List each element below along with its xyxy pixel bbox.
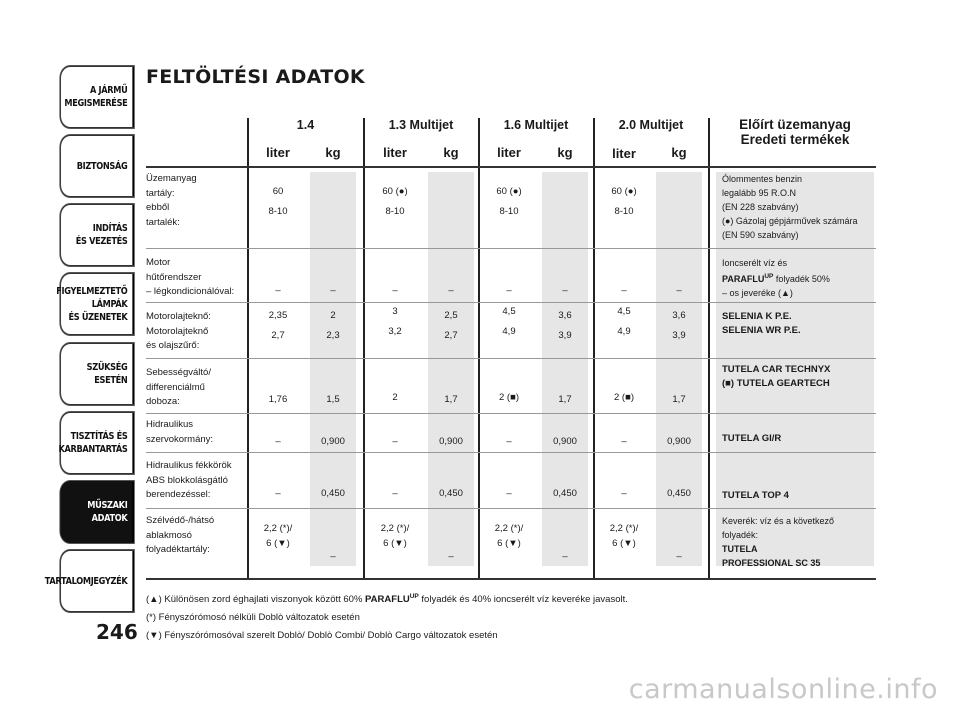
unit-liter: liter [383,145,407,160]
footnote-headlamp-washer: (▼) Fényszórómosóval szerelt Doblò/ Doblò Combi/ Doblò Cargo változatok esetén [146,630,498,641]
kg-column-shade-3 [542,172,588,566]
engine-header-2-0-multijet: 2.0 Multijet [618,118,684,132]
row-label: Üzemanyag tartály: ebből tartalék: [146,173,197,228]
table-cell: 1,7 [444,394,458,405]
row-label: Motorolajteknő: Motorolajteknő és olajszűrő: [146,311,211,351]
spec-cell: TUTELA CAR TECHNYX (■) TUTELA GEARTECH [722,364,831,389]
table-cell: 2,2 (*)/ 6 (▼) [263,523,293,549]
table-cell: – [621,436,627,447]
footnote-1-text: (▲) Különösen zord éghajlati viszonyok között 60% [146,594,363,606]
column-divider [708,118,710,578]
engine-header-1-3-multijet: 1.3 Multijet [388,118,454,132]
table-cell: 4,5 4,9 [502,306,516,337]
unit-kg: kg [557,145,573,160]
table-cell: 2 (■) [499,392,519,403]
kg-column-shade-1 [310,172,356,566]
table-cell: 0,900 [553,436,577,447]
spec-cell [722,256,874,300]
unit-liter: liter [612,146,636,161]
table-cell: 1,5 [326,394,340,405]
page-title: FELTÖLTÉSI ADATOK [146,66,365,88]
brand-paraflu: PARAFLU [365,594,410,606]
table-cell: – [621,488,627,499]
row-label: Szélvédő-/hátsó ablakmosó folyadéktartály: [146,515,215,555]
unit-liter: liter [497,145,521,160]
tab-muszaki-adatok[interactable]: MŰSZAKI ADATOK [60,481,134,543]
table-cell: 2 2,3 [326,310,340,341]
table-cell: 3,6 3,9 [672,310,686,341]
brand-paraflu-sup: UP [409,593,419,600]
unit-kg: kg [671,145,687,160]
table-cell: 60 (●) 8-10 [382,186,408,217]
spec-cell: TUTELA TOP 4 [722,490,789,501]
table-cell: 2,2 (*)/ 6 (▼) [494,523,524,549]
tab-tisztitas[interactable]: TISZTÍTÁS ÉS KARBANTARTÁS [60,412,134,474]
tab-figyelmezteto[interactable]: FIGYELMEZTETŐ LÁMPÁK ÉS ÜZENETEK [60,273,134,335]
table-cell: 0,900 [667,436,691,447]
table-cell: 2,5 2,7 [444,310,458,341]
table-cell: – [621,285,627,296]
table-cell: – [392,285,398,296]
row-divider [146,413,876,414]
table-cell: 2,2 (*)/ 6 (▼) [609,523,639,549]
table-cell: 2,2 (*)/ 6 (▼) [380,523,410,549]
table-cell: 4,5 4,9 [617,306,631,337]
table-cell: – [562,285,568,296]
table-cell: 60 8-10 [268,186,288,217]
watermark: carmanualsonline.info [628,674,938,705]
table-cell: – [562,551,568,562]
tab-inditas[interactable]: INDÍTÁS ÉS VEZETÉS [60,204,134,266]
footnote-no-headlamp-washer: (*) Fényszórómosó nélküli Doblò változatok esetén [146,612,360,623]
tab-biztonsag[interactable]: BIZTONSÁG [60,135,134,197]
spec-text: Keverék: víz és a következő folyadék: [722,516,835,540]
table-cell: – [275,488,281,499]
table-cell: – [392,488,398,499]
spec-cell: SELENIA K P.E. SELENIA WR P.E. [722,311,801,336]
table-cell: – [448,285,454,296]
table-cell: 60 (●) 8-10 [496,186,522,217]
brand-paraflu: PARAFLU [722,274,765,284]
spec-cell [722,514,874,570]
table-cell: 3,6 3,9 [558,310,572,341]
kg-column-shade-4 [656,172,702,566]
tab-jarmu-megismerese[interactable]: A JÁRMŰ MEGISMERÉSE [60,66,134,128]
table-cell: – [506,436,512,447]
table-cell: 2 [392,392,398,403]
engine-header-1-6-multijet: 1.6 Multijet [503,118,569,132]
table-cell: 1,7 [672,394,686,405]
footnote-1-text-end: folyadék és 40% ioncserélt víz keveréke javasolt. [421,594,628,606]
row-label: Motor hűtőrendszer – légkondicionálóval: [146,257,235,297]
spec-product: TUTELA PROFESSIONAL SC 35 [722,544,821,568]
unit-kg: kg [325,145,341,160]
table-cell: 0,450 [667,488,691,499]
row-label: Sebességváltó/ differenciálmű doboza: [146,367,211,407]
table-cell: 1,76 [268,394,288,405]
table-cell: – [676,285,682,296]
table-cell: – [506,285,512,296]
tab-tartalomjegyzek[interactable]: TARTALOMJEGYZÉK [60,550,134,612]
tab-szukseg[interactable]: SZÜKSÉG ESETÉN [60,343,134,405]
row-label: Hidraulikus szervokormány: [146,419,214,445]
table-cell: – [392,436,398,447]
engine-header-1-4: 1.4 [296,118,315,132]
footnote-paraflu [146,593,628,605]
row-divider [146,452,876,453]
table-cell: 0,900 [321,436,345,447]
table-cell: 0,450 [321,488,345,499]
spec-header: Előírt üzemanyag Eredeti termékek [739,117,851,147]
spec-cell: Ólommentes benzin legalább 95 R.O.N (EN 228 szabvány) (●) Gázolaj gépjárművek számára (EN 590 szabvány) [722,174,858,240]
spec-text: folyadék 50% – os jeveréke (▲) [722,274,830,298]
row-divider [146,248,876,249]
table-cell: 60 (●) 8-10 [611,186,637,217]
table-cell: – [275,436,281,447]
table-cell: 3 3,2 [388,306,402,337]
row-label: Hidraulikus fékkörök ABS blokkolásgátló berendezéssel: [146,460,232,500]
table-cell: 0,450 [553,488,577,499]
table-cell: – [676,551,682,562]
page-number: 246 [96,620,138,644]
table-cell: – [275,285,281,296]
table-cell: – [330,285,336,296]
unit-liter: liter [266,145,290,160]
unit-kg: kg [443,145,459,160]
row-divider [146,508,876,509]
table-bottom-border [146,578,876,580]
table-cell: 0,900 [439,436,463,447]
table-cell: – [330,551,336,562]
table-cell: 0,450 [439,488,463,499]
table-cell: 1,7 [558,394,572,405]
table-cell: 2,35 2,7 [268,310,288,341]
table-cell: – [506,488,512,499]
row-divider [146,302,876,303]
spec-text: Ioncserélt víz és [722,258,788,268]
table-cell: – [448,551,454,562]
table-cell: 2 (■) [614,392,634,403]
header-divider [146,166,876,168]
row-divider [146,358,876,359]
spec-cell: TUTELA GI/R [722,433,782,444]
brand-paraflu-sup: UP [764,273,774,280]
kg-column-shade-2 [428,172,474,566]
